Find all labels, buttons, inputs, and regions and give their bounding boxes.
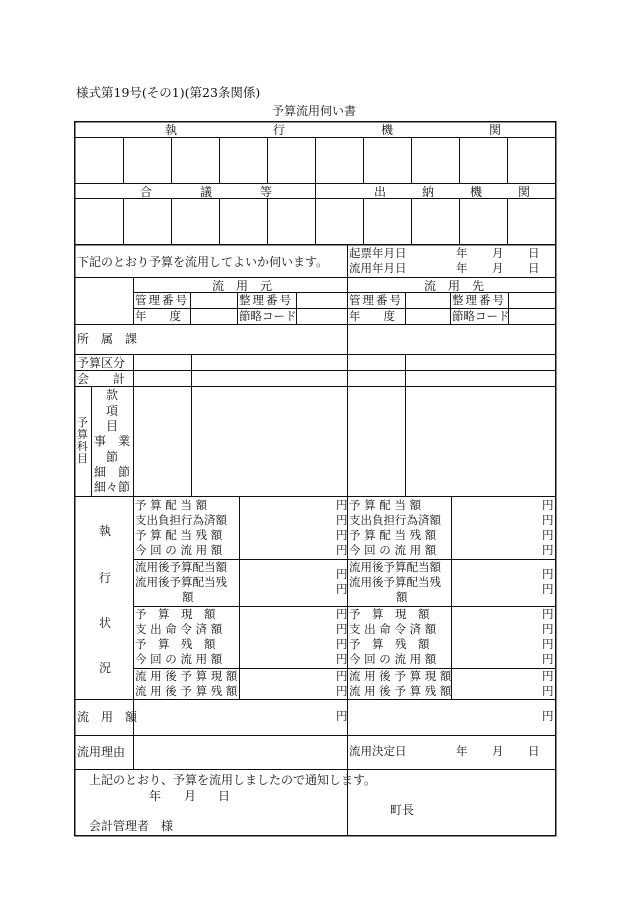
src-expenditure-commitment: 支出負担行為済額	[135, 513, 227, 527]
dst-yen-3: 円	[542, 528, 554, 542]
dst-post-allocation-balance-2: 額	[396, 590, 408, 604]
department-label: 所 属 課	[77, 332, 138, 346]
subject-kan: 款	[106, 388, 119, 402]
dst-yen-12: 円	[542, 684, 554, 698]
notice-text: 上記のとおり、予算を流用しましたので通知します。	[89, 773, 377, 787]
dst-yen-6: 円	[542, 582, 554, 596]
dest-abbr-code-label: 節略コード	[452, 309, 510, 323]
dst-yen-2: 円	[542, 513, 554, 527]
src-current-transfer: 今 回 の 流 用 額	[135, 543, 223, 557]
status-char-3: 状	[99, 616, 112, 630]
dst-yen-7: 円	[542, 607, 554, 621]
transfer-date-label: 流用年月日	[349, 261, 407, 275]
subject-moku: 目	[106, 419, 119, 433]
src-post-allocation: 流用後予算配当額	[135, 560, 227, 574]
source-abbr-code-label: 節略コード	[239, 309, 297, 323]
dst-post-budget-balance: 流 用 後 予 算 残 額	[349, 684, 452, 698]
src-budget-balance: 予 算 残 額	[135, 637, 216, 651]
src-budget-allocation: 予 算 配 当 額	[135, 498, 208, 512]
status-char-4: 況	[99, 661, 112, 675]
dst-current-transfer-2: 今 回 の 流 用 額	[349, 652, 437, 666]
dst-yen-8: 円	[542, 622, 554, 636]
src-yen-10: 円	[336, 652, 348, 666]
draft-month: 月	[492, 246, 504, 260]
mayor-label: 町長	[390, 803, 415, 817]
dst-post-allocation: 流用後予算配当額	[349, 560, 441, 574]
budget-subject-char-1: 予	[77, 416, 88, 429]
source-fiscal-year-label: 年 度	[135, 309, 181, 323]
request-text: 下記のとおり予算を流用してよいか伺います。	[77, 255, 329, 269]
transfer-amount-label: 流 用 額	[77, 710, 138, 724]
src-current-transfer-2: 今 回 の 流 用 額	[135, 652, 223, 666]
dst-yen-5: 円	[542, 567, 554, 581]
notice-year: 年	[149, 789, 162, 803]
accounting-label: 会 計	[77, 372, 126, 386]
dst-current-transfer: 今 回 の 流 用 額	[349, 543, 437, 557]
src-payment-order: 支 出 命 令 済 額	[135, 622, 223, 636]
dst-post-allocation-balance: 流用後予算配当残	[349, 575, 441, 589]
src-post-allocation-balance-2: 額	[182, 590, 194, 604]
transfer-reason-label: 流用理由	[77, 745, 126, 759]
destination-header: 流 用 先	[424, 279, 485, 293]
src-yen-7: 円	[336, 607, 348, 621]
budget-subject-char-4: 目	[77, 452, 88, 465]
draft-day: 日	[528, 246, 540, 260]
src-yen-3: 円	[336, 528, 348, 542]
dest-mgmt-no-label: 管理番号	[349, 293, 403, 307]
src-yen-12: 円	[336, 684, 348, 698]
source-header: 流 用 元	[212, 279, 273, 293]
src-post-budget-balance: 流 用 後 予 算 残 額	[135, 684, 238, 698]
transfer-amount-yen-src: 円	[336, 709, 348, 723]
src-post-budget-current: 流 用 後 予 算 現 額	[135, 669, 238, 683]
src-yen-9: 円	[336, 637, 348, 651]
src-yen-5: 円	[336, 567, 348, 581]
decision-month: 月	[492, 744, 504, 758]
recipient-label: 会計管理者 様	[89, 819, 174, 833]
transfer-month: 月	[492, 261, 504, 275]
src-post-allocation-balance: 流用後予算配当残	[135, 575, 227, 589]
budget-class-label: 予算区分	[77, 356, 126, 370]
draft-year: 年	[456, 246, 468, 260]
dst-budget-allocation: 予 算 配 当 額	[349, 498, 422, 512]
src-yen-4: 円	[336, 543, 348, 557]
dst-yen-4: 円	[542, 543, 554, 557]
status-char-1: 執	[99, 524, 112, 538]
src-yen-6: 円	[336, 582, 348, 596]
subject-kou: 項	[106, 404, 119, 418]
source-org-no-label: 整理番号	[239, 293, 293, 307]
dst-allocation-balance: 予 算 配 当 残 額	[349, 528, 437, 542]
dest-fiscal-year-label: 年 度	[349, 309, 395, 323]
notice-month: 月	[184, 789, 197, 803]
subject-saisaisetsu: 細々節	[94, 480, 131, 494]
dest-org-no-label: 整理番号	[452, 293, 506, 307]
executive-organ-label: 執 行 機 関	[165, 123, 502, 137]
dst-budget-balance: 予 算 残 額	[349, 637, 430, 651]
dst-yen-1: 円	[542, 498, 554, 512]
src-budget-current: 予 算 現 額	[135, 607, 216, 621]
form-title: 予算流用伺い書	[272, 104, 357, 118]
council-label: 合 議 等	[140, 185, 273, 199]
decision-date-label: 流用決定日	[349, 744, 407, 758]
dst-payment-order: 支 出 命 令 済 額	[349, 622, 437, 636]
source-mgmt-no-label: 管理番号	[135, 293, 189, 307]
subject-setsu: 節	[106, 450, 119, 464]
src-yen-8: 円	[336, 622, 348, 636]
transfer-amount-yen-dst: 円	[542, 709, 554, 723]
decision-day: 日	[528, 744, 540, 758]
decision-year: 年	[456, 744, 468, 758]
dst-budget-current: 予 算 現 額	[349, 607, 430, 621]
budget-subject-char-3: 科	[77, 440, 88, 453]
status-char-2: 行	[99, 571, 112, 585]
notice-day: 日	[218, 789, 231, 803]
src-yen-11: 円	[336, 669, 348, 683]
subject-saisetsu: 細 節	[94, 465, 131, 479]
dst-yen-9: 円	[542, 637, 554, 651]
subject-jigyo: 事 業	[94, 434, 131, 448]
dst-expenditure-commitment: 支出負担行為済額	[349, 513, 441, 527]
transfer-year: 年	[456, 261, 468, 275]
dst-post-budget-current: 流 用 後 予 算 現 額	[349, 669, 452, 683]
dst-yen-10: 円	[542, 652, 554, 666]
budget-subject-char-2: 算	[77, 428, 88, 441]
src-yen-2: 円	[336, 513, 348, 527]
treasury-label: 出 納 機 関	[374, 185, 531, 199]
dst-yen-11: 円	[542, 669, 554, 683]
transfer-day: 日	[528, 261, 540, 275]
form-number: 様式第19号(その1)(第23条関係)	[76, 85, 261, 100]
src-yen-1: 円	[336, 498, 348, 512]
src-allocation-balance: 予 算 配 当 残 額	[135, 528, 223, 542]
draft-date-label: 起票年月日	[349, 246, 407, 260]
